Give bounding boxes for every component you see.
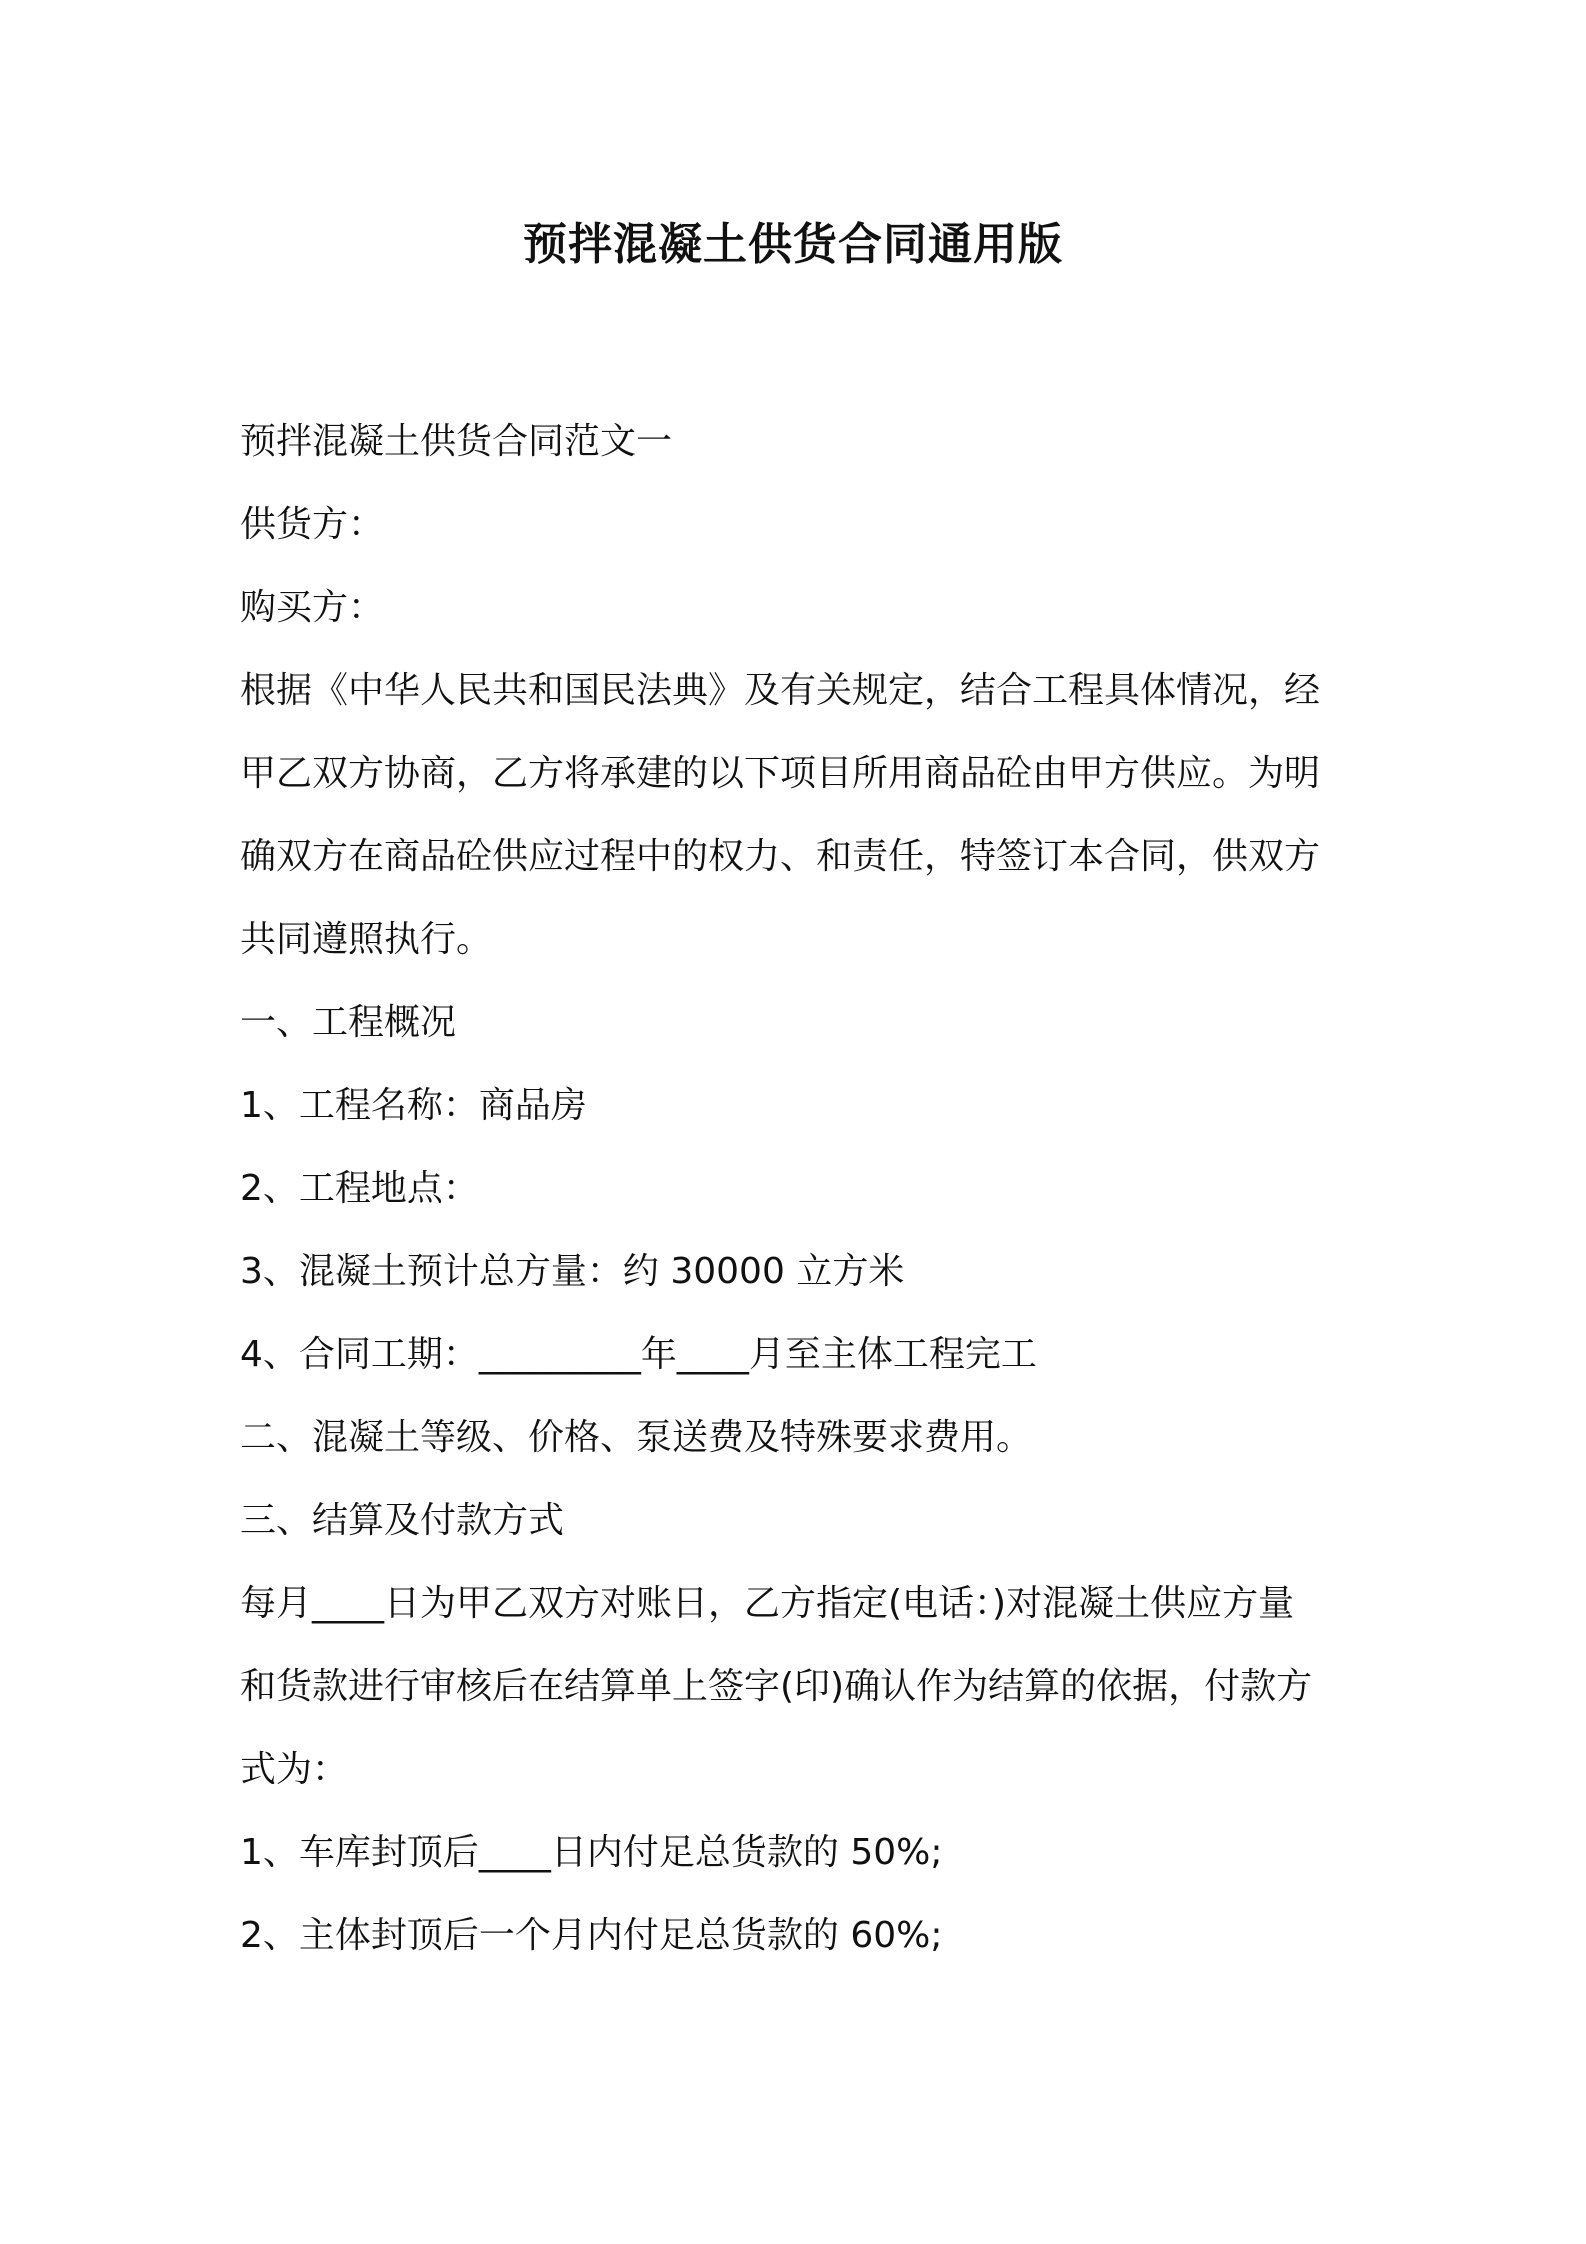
section-heading-project-overview: 一、工程概况 [240, 1002, 457, 1043]
list-item-payment-2: 2、主体封顶后一个月内付足总货款的 60%; [240, 1915, 943, 1956]
paragraph-preamble-line-2: 甲乙双方协商，乙方将承建的以下项目所用商品砼由甲方供应。为明 [240, 753, 1321, 794]
paragraph-preamble-line-3: 确双方在商品砼供应过程中的权力、和责任，特签订本合同，供双方 [240, 836, 1321, 877]
section-heading-grade-price: 二、混凝土等级、价格、泵送费及特殊要求费用。 [240, 1417, 1033, 1458]
paragraph-settlement-line-2: 和货款进行审核后在结算单上签字(印)确认作为结算的依据，付款方 [240, 1666, 1313, 1707]
paragraph-settlement-line-1: 每月____日为甲乙双方对账日，乙方指定(电话：)对混凝土供应方量 [240, 1583, 1295, 1624]
list-item-contract-period: 4、合同工期：_________年____月至主体工程完工 [240, 1334, 1037, 1375]
paragraph-supplier: 供货方： [240, 504, 385, 545]
document-title: 预拌混凝土供货合同通用版 [523, 219, 1063, 270]
paragraph-sample-heading: 预拌混凝土供货合同范文一 [240, 421, 673, 462]
list-item-project-location: 2、工程地点： [240, 1168, 479, 1209]
paragraph-preamble-line-1: 根据《中华人民共和国民法典》及有关规定，结合工程具体情况，经 [240, 670, 1321, 711]
list-item-concrete-volume: 3、混凝土预计总方量：约 30000 立方米 [240, 1251, 905, 1292]
document-body [240, 400, 1360, 1977]
paragraph-buyer: 购买方： [240, 587, 385, 628]
paragraph-preamble-line-4: 共同遵照执行。 [240, 919, 493, 960]
paragraph-settlement-line-3: 式为： [240, 1749, 349, 1790]
list-item-payment-1: 1、车库封顶后____日内付足总货款的 50%; [240, 1832, 943, 1873]
list-item-project-name: 1、工程名称：商品房 [240, 1085, 587, 1126]
section-heading-settlement: 三、结算及付款方式 [240, 1500, 565, 1541]
